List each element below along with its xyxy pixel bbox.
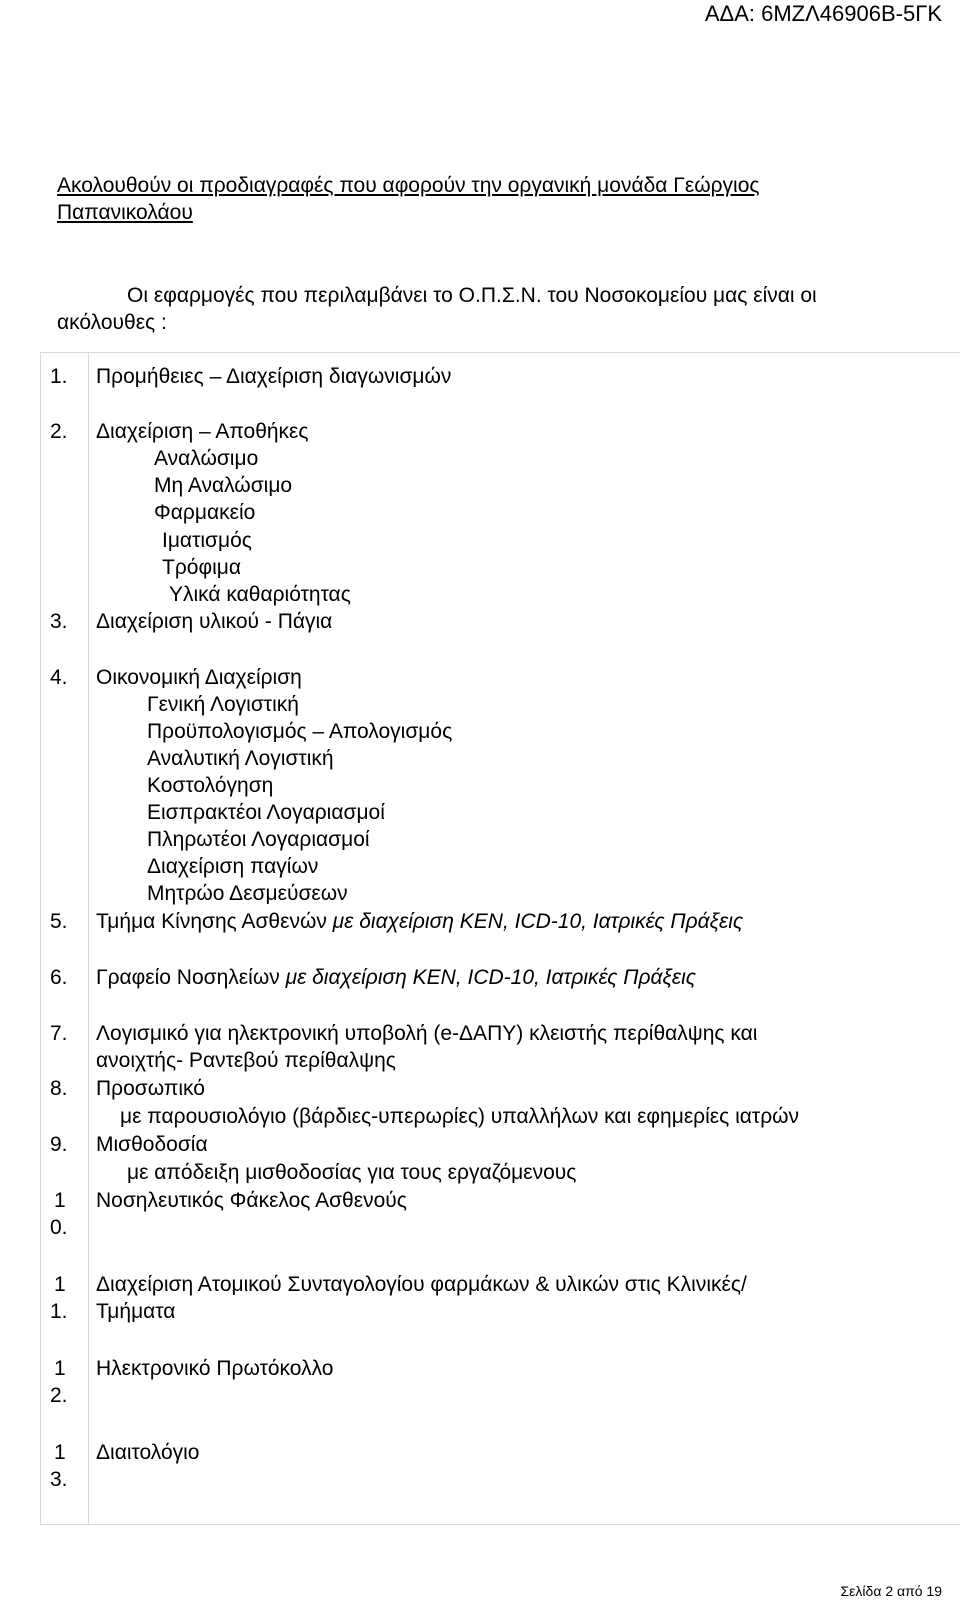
item-number: 0. bbox=[50, 1216, 68, 1239]
item-text: Διαχείριση Ατομικού Συνταγολογίου φαρμάκων & υλικών στις Κλινικές/ bbox=[96, 1273, 747, 1296]
sub-item: Αναλώσιμο bbox=[154, 447, 259, 470]
item-number: 1 bbox=[54, 1189, 66, 1212]
intro-line-1: Οι εφαρμογές που περιλαμβάνει το Ο.Π.Σ.Ν. του Νοσοκομείου μας είναι οι bbox=[127, 284, 817, 307]
item-number: 5. bbox=[50, 910, 68, 933]
item-number: 4. bbox=[50, 666, 68, 689]
item-number: 1 bbox=[54, 1441, 66, 1464]
sub-item: Πληρωτέοι Λογαριασμοί bbox=[147, 828, 370, 851]
sub-item: Υλικά καθαριότητας bbox=[169, 583, 351, 606]
sub-item: Προϋπολογισμός – Απολογισμός bbox=[147, 720, 453, 743]
sub-item: Μη Αναλώσιμο bbox=[154, 474, 293, 497]
item-number: 1 bbox=[54, 1357, 66, 1380]
sub-item: Μητρώο Δεσμεύσεων bbox=[147, 882, 348, 905]
sub-item: Ιματισμός bbox=[162, 529, 252, 552]
item-number: 9. bbox=[50, 1133, 68, 1156]
page-footer: Σελίδα 2 από 19 bbox=[840, 1583, 942, 1599]
sub-item: Τρόφιμα bbox=[162, 556, 241, 579]
item-text-italic: με διαχείριση ΚΕΝ, ICD-10, Ιατρικές Πράξεις bbox=[332, 910, 744, 933]
item-number: 7. bbox=[50, 1022, 68, 1045]
item-text: Διαιτολόγιο bbox=[96, 1441, 200, 1464]
sub-item: Διαχείριση παγίων bbox=[147, 855, 319, 878]
heading-line-1: Ακολουθούν οι προδιαγραφές που αφορούν την οργανική μονάδα Γεώργιος bbox=[57, 174, 760, 197]
ada-code: ΑΔΑ: 6ΜΖΛ46906Β-5ΓΚ bbox=[704, 1, 942, 26]
item-number: 1 bbox=[54, 1273, 66, 1296]
item-text: Οικονομική Διαχείριση bbox=[96, 666, 302, 689]
sub-item: Εισπρακτέοι Λογαριασμοί bbox=[147, 801, 385, 824]
sub-item: με απόδειξη μισθοδοσίας για τους εργαζόμενους bbox=[127, 1161, 577, 1184]
sub-item: Γενική Λογιστική bbox=[147, 693, 299, 716]
item-number: 2. bbox=[50, 420, 68, 443]
item-text: Διαχείριση – Αποθήκες bbox=[96, 420, 309, 443]
item-text: Νοσηλευτικός Φάκελος Ασθενούς bbox=[96, 1189, 407, 1212]
sub-item: Φαρμακείο bbox=[154, 501, 256, 524]
item-text bbox=[96, 964, 696, 992]
item-text: Μισθοδοσία bbox=[96, 1133, 208, 1156]
heading-line-2: Παπανικολάου bbox=[57, 201, 193, 224]
item-text: Λογισμικό για ηλεκτρονική υποβολή (e-ΔΑΠΥ) κλειστής περίθαλψης και bbox=[96, 1022, 758, 1045]
sub-item: Αναλυτική Λογιστική bbox=[147, 747, 334, 770]
item-number: 1. bbox=[50, 1300, 68, 1323]
item-text-plain: Τμήμα Κίνησης Ασθενών bbox=[96, 910, 333, 933]
item-number: 6. bbox=[50, 966, 68, 989]
item-text-plain: Γραφείο Νοσηλείων bbox=[96, 966, 286, 989]
sub-item: Κοστολόγηση bbox=[147, 774, 274, 797]
item-number: 8. bbox=[50, 1077, 68, 1100]
sub-item: με παρουσιολόγιο (βάρδιες-υπερωρίες) υπαλλήλων και εφημερίες ιατρών bbox=[120, 1105, 800, 1128]
item-number: 1. bbox=[50, 365, 68, 388]
item-number: 2. bbox=[50, 1384, 68, 1407]
item-text: ανοιχτής- Ραντεβού περίθαλψης bbox=[96, 1049, 396, 1072]
item-text: Τμήματα bbox=[96, 1300, 176, 1323]
item-text bbox=[96, 908, 743, 936]
intro-line-2: ακόλουθες : bbox=[57, 311, 167, 334]
item-text: Διαχείριση υλικού - Πάγια bbox=[96, 610, 333, 633]
item-number: 3. bbox=[50, 1468, 68, 1491]
item-text: Προμήθειες – Διαχείριση διαγωνισμών bbox=[96, 365, 452, 388]
item-text: Προσωπικό bbox=[96, 1077, 205, 1100]
item-number: 3. bbox=[50, 610, 68, 633]
item-text-italic: με διαχείριση ΚΕΝ, ICD-10, Ιατρικές Πράξεις bbox=[285, 966, 696, 989]
item-text: Ηλεκτρονικό Πρωτόκολλο bbox=[96, 1357, 334, 1380]
